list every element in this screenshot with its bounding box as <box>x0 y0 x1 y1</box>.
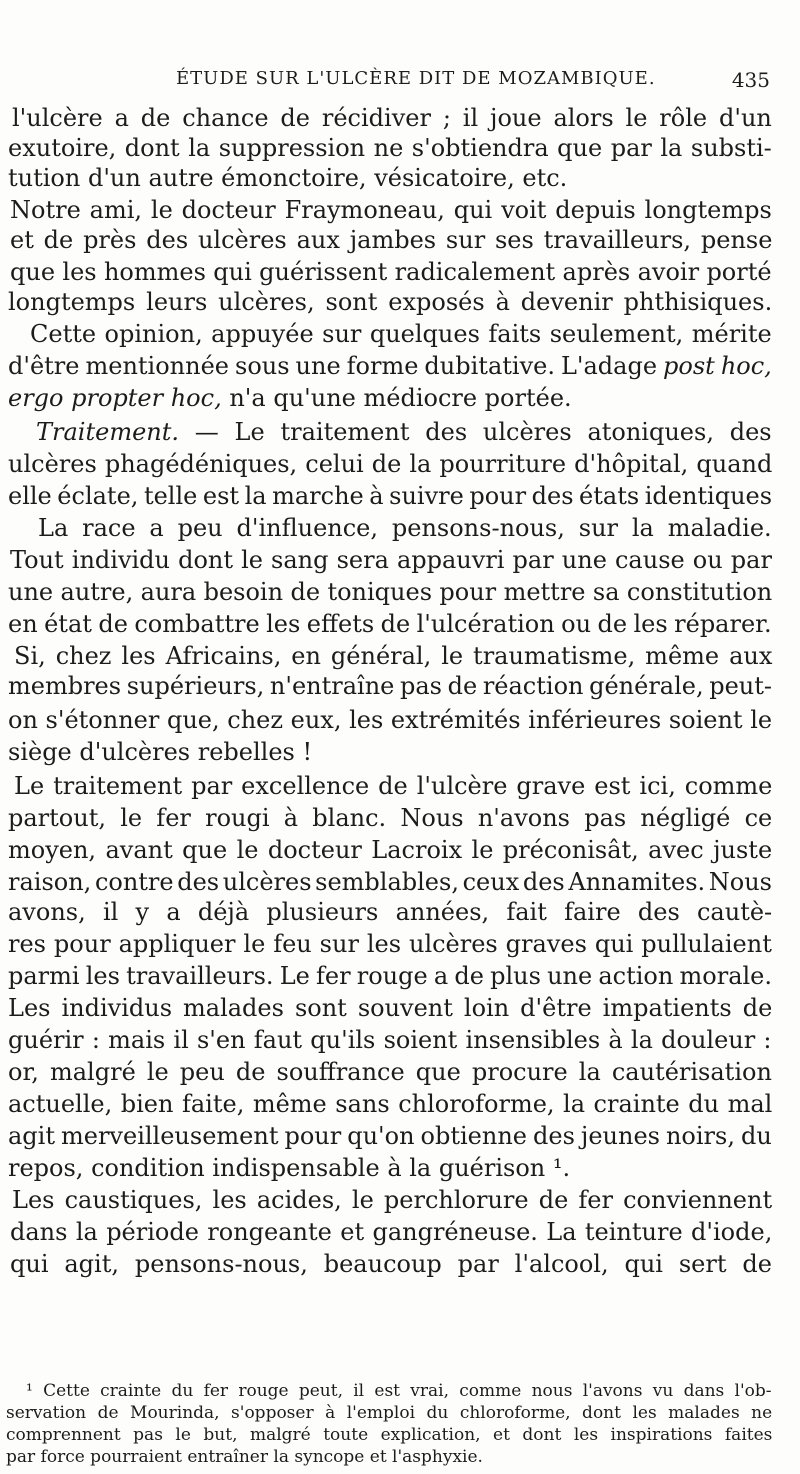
page-number: 435 <box>731 68 770 92</box>
text-line: parmi les travailleurs. Le fer rouge a de plus une action morale. <box>8 962 773 990</box>
footnote-line: servation de Mourinda, s'opposer à l'emploi du chloroforme, dont les malades ne <box>6 1403 773 1423</box>
text-line: exutoire, dont la suppression ne s'obtiendra que par la substi- <box>8 134 772 162</box>
text-line: qui agit, pensons-nous, beaucoup par l'alcool, qui sert de <box>10 1250 772 1278</box>
text-line: moyen, avant que le docteur Lacroix le préconisât, avec juste <box>8 836 773 864</box>
footnote-line: par force pourraient entraîner la syncope et l'asphyxie. <box>6 1447 483 1467</box>
text-line: actuelle, bien faite, même sans chloroforme, la crainte du mal <box>8 1090 773 1118</box>
text-line: d'être mentionnée sous une forme dubitative. L'adage post hoc, <box>8 352 772 380</box>
text-line: une autre, aura besoin de toniques pour mettre sa constitution <box>8 578 773 606</box>
text-line: partout, le fer rougi à blanc. Nous n'avons pas négligé ce <box>8 804 773 832</box>
text-line: Tout individu dont le sang sera appauvri par une cause ou par <box>10 546 772 574</box>
text-line: avons, il y a déjà plusieurs années, fait faire des cautè- <box>8 898 773 926</box>
text-line: Les caustiques, les acides, le perchlorure de fer conviennent <box>12 1186 773 1214</box>
text-line: Si, chez les Africains, en général, le traumatisme, même aux <box>14 642 773 670</box>
text-line: ulcères phagédéniques, celui de la pourriture d'hôpital, quand <box>8 450 773 478</box>
text-line: raison, contre des ulcères semblables, ceux des Annamites. Nous <box>8 868 772 896</box>
text-line: tution d'un autre émonctoire, vésicatoire, etc. <box>8 164 568 192</box>
text-line: l'ulcère a de chance de récidiver ; il joue alors le rôle d'un <box>12 104 772 132</box>
text-line: membres supérieurs, n'entraîne pas de réaction générale, peut- <box>8 672 773 700</box>
text-line: Notre ami, le docteur Fraymoneau, qui voit depuis longtemps <box>10 196 772 224</box>
text-line: agit merveilleusement pour qu'on obtienne des jeunes noirs, du <box>8 1122 772 1150</box>
text-line: or, malgré le peu de souffrance que procure la cautérisation <box>8 1058 772 1086</box>
text-line: dans la période rongeante et gangréneuse. La teinture d'iode, <box>10 1218 773 1246</box>
text-line: que les hommes qui guérissent radicalement après avoir porté <box>10 258 772 286</box>
text-line: et de près des ulcères aux jambes sur ses travailleurs, pense <box>10 226 773 254</box>
running-title: ÉTUDE SUR L'ULCÈRE DIT DE MOZAMBIQUE. <box>176 68 656 89</box>
text-line: Le traitement par excellence de l'ulcère grave est ici, comme <box>14 772 773 800</box>
text-line: en état de combattre les effets de l'ulcération ou de les réparer. <box>8 610 772 638</box>
footnote-line: ¹ Cette crainte du fer rouge peut, il est vrai, comme nous l'avons vu dans l'ob- <box>26 1381 772 1401</box>
text-line: Traitement. — Le traitement des ulcères atoniques, des <box>36 418 772 446</box>
text-line: on s'étonner que, chez eux, les extrémités inférieures soient le <box>8 706 773 734</box>
text-line: ergo propter hoc, n'a qu'une médiocre portée. <box>8 384 572 412</box>
text-line: elle éclate, telle est la marche à suivre pour des états identiques <box>8 482 773 510</box>
text-line: res pour appliquer le feu sur les ulcères graves qui pullulaient <box>8 930 772 958</box>
text-line: Les individus malades sont souvent loin d'être impatients de <box>8 994 773 1022</box>
footnote-line: comprennent pas le but, malgré toute explication, et dont les inspirations faites <box>6 1425 773 1445</box>
text-line: Cette opinion, appuyée sur quelques faits seulement, mérite <box>30 320 772 348</box>
text-line: guérir : mais il s'en faut qu'ils soient insensibles à la douleur : <box>8 1026 772 1054</box>
text-line: repos, condition indispensable à la guérison ¹. <box>8 1154 571 1182</box>
running-head <box>0 62 800 92</box>
text-line: longtemps leurs ulcères, sont exposés à devenir phthisiques. <box>8 288 773 316</box>
text-line: siège d'ulcères rebelles ! <box>8 738 313 766</box>
text-line: La race a peu d'influence, pensons-nous, sur la maladie. <box>38 514 772 542</box>
